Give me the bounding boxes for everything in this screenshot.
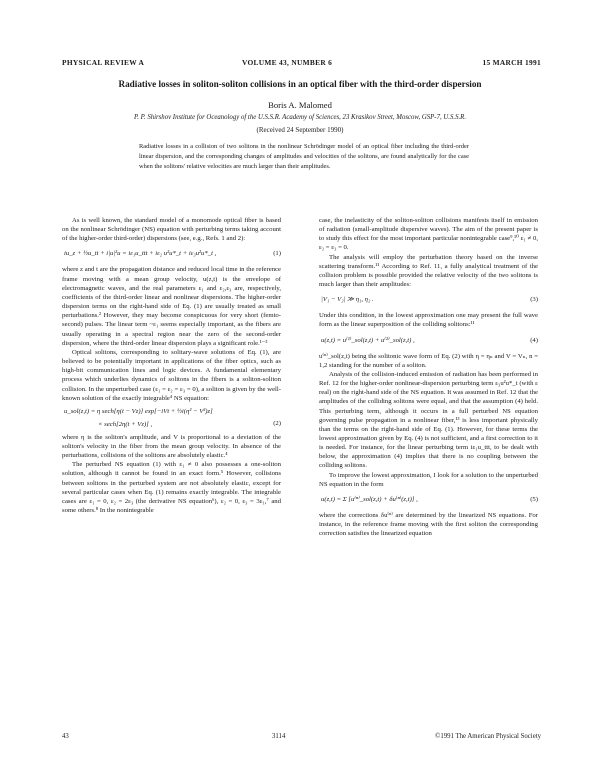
equation-number: (5): [530, 495, 538, 503]
received-date: (Received 24 September 1990): [256, 126, 344, 134]
paragraph: Under this condition, in the lowest approximation one may present the full wave form as the linear superposition of the colliding solitons:¹¹: [319, 312, 538, 329]
equation-2: [62, 403, 281, 433]
paragraph: To improve the lowest approximation, I look for a solution to the unperturbed NS equation in the form: [319, 471, 538, 488]
paragraph: As is well known, the standard model of a monomode optical fiber is based on the nonlinear Schrödinger (NS) equation with perturbing terms taking account of the higher-order third-order) dispersions (see, e.g., Refs. 1 and 2):: [62, 217, 281, 243]
paragraph: The analysis will employ the perturbation theory based on the inverse scattering transform.¹¹ According to Ref. 11, a fully analytical treatment of the collision problem is possible provided the relative velocity of the two solitons is much larger than their amplitudes:: [319, 253, 538, 289]
equation-body-continued: × sech[2η(t + Vz)] ,: [98, 420, 153, 428]
page-footer: [62, 733, 541, 745]
paragraph: u⁽ⁿ⁾_sol(z,t) being the solitonic wave form of Eq. (2) with η = ηₙ and V = Vₙ, n = 1,2 standing for the number of a soliton.: [319, 352, 538, 369]
equation-4: [319, 330, 538, 352]
equation-body: u(z,t) = u⁽¹⁾_sol(z,t) + u⁽²⁾_sol(z,t) ,: [321, 336, 415, 344]
volume-number: VOLUME 43, NUMBER 6: [242, 58, 333, 67]
paragraph: Optical solitons, corresponding to solitary-wave solutions of Eq. (1), are believed to be potentially important in applications of the fiber optics, such as high-bit communication lines and logic devices. A fundamental elementary process which underlies dynamics of solitons in the fibers is a soliton-soliton collision. In the unperturbed case (ε₁ = ε₂ = ε₃ = 0), a soliton is given by the well-known solution of the exactly integrable⁴ NS equation:: [62, 348, 281, 402]
equation-number: (4): [530, 336, 538, 344]
equation-number: (1): [273, 250, 281, 258]
equation-body: u(z,t) = Σ [u⁽ⁿ⁾_sol(z,t) + δu⁽ⁿ⁾(z,t)] ,: [321, 495, 418, 503]
equation-1: [62, 243, 281, 265]
journal-volume-number: 43: [62, 733, 69, 740]
left-column: [62, 216, 281, 515]
abstract: Radiative losses in a collision of two solitons in the nonlinear Schrödinger model of an optical fiber including the third-order linear dispersion, and the corresponding changes of amplitudes and velocities of the solitons, are found analytically for the case when the solitons' relative velocities are much larger than their amplitudes.: [139, 143, 469, 171]
equation-5: [319, 489, 538, 511]
copyright: ©1991 The American Physical Society: [435, 733, 541, 740]
running-header: [62, 58, 541, 70]
equation-number: (2): [273, 419, 281, 427]
article-title: Radiative losses in soliton-soliton collisions in an optical fiber with the third-order dispersion: [118, 79, 482, 89]
equation-3: [319, 289, 538, 311]
equation-body: u_sol(z,t) = η sech[η(t − Vz)] exp[−iVt + ½i(η² − V²)z]: [64, 407, 213, 415]
equation-body: |V₁ − V₂| ≫ η₁, η₂ .: [321, 296, 374, 304]
paragraph: case, the inelasticity of the soliton-soliton collisions manifests itself in emission of radiation (small-amplitude dispersive waves). The aim of the present paper is to study this effect for the most important particular nonintegrable case⁹,¹⁰ ε₁ ≠ 0, ε₂ = ε₃ = 0.: [319, 217, 538, 252]
right-column: [319, 216, 538, 538]
paragraph: Analysis of the collision-induced emission of radiation has been performed in Ref. 12 for the higher-order nonlinear-dispersion perturbing term ε₃u²u*_t (with ε real) on the right-hand side of the NS equation. It was assumed in Ref. 12 that the amplitudes of the colliding solitons were equal, and that the assumption (4) held. This perturbing term, although it occurs in a full perturbed NS equation governing pulse propagation in a nonlinear fiber,¹³ is less important physically than the terms on the right-hand side of Eq. (1). However, for these terms the lowest approximation given by Eq. (4) is not sufficient, and a first correction to it is needed. For instance, for the linear perturbing term iε₁u_ttt, to be dealt with below, the approximation (4) implies that there is no coupling between the colliding solitons.: [319, 370, 538, 470]
equation-body: iu_z + ½u_tt + i|u|²u = iε₁u_ttt + iε₂ u²u*_t + iε₃u²u*_t ,: [64, 250, 217, 258]
page-number: 3114: [272, 733, 286, 740]
paragraph: where z and t are the propagation distance and reduced local time in the reference frame moving with a mean group velocity, u(z,t) is the envelope of electromagnetic waves, and the real parameters ε₁ and ε₂,ε₃ are, respectively, coefficients of the third-order linear and nonlinear dispersions. The higher-order dispersion terms on the right-hand side of Eq. (1) are usually treated as small perturbations.² However, they may become conspicuous for very short (femto-second) pulses. The linear term ~ε₁ seems especially important, as the fibers are usually operating in a spectral region near the zero of the second-order dispersion, where the third-order linear dispersion plays a significant role.¹⁻³: [62, 266, 281, 347]
equation-number: (3): [530, 296, 538, 304]
issue-date: 15 MARCH 1991: [482, 58, 541, 67]
journal-name: PHYSICAL REVIEW A: [62, 58, 145, 67]
paragraph: where η is the soliton's amplitude, and V is proportional to a deviation of the soliton's velocity in the fiber from the mean group velocity. In absence of the perturbations, collisions of the solitons are absolutely elastic.⁴: [62, 433, 281, 460]
paragraph: The perturbed NS equation (1) with ε₁ ≠ 0 also possesses a one-soliton solution, although it cannot be found in an exact form.⁵ However, collisions between solitons in the perturbed system are not absolutely elastic, except for several particular cases when Eq. (1) remains exactly integrable. The integrable cases are ε₁ = 0, ε₂ = 2ε₃ (the derivative NS equation⁶), ε₂ = 0, ε₃ = 3ε₁,⁷ and some others.⁸ In the nonintegrable: [62, 461, 281, 515]
author-name: Boris A. Malomed: [268, 100, 332, 110]
author-affiliation: P. P. Shirshov Institute for Oceanology of the U.S.S.R. Academy of Sciences, 23 Krasikov Street, Moscow, GSP-7, U.S.S.R.: [133, 114, 467, 121]
paragraph: where the corrections δu⁽ⁿ⁾ are determined by the linearized NS equations. For instance, in the reference frame moving with the first soliton the corresponding correction satisfies the linearized equation: [319, 511, 538, 538]
